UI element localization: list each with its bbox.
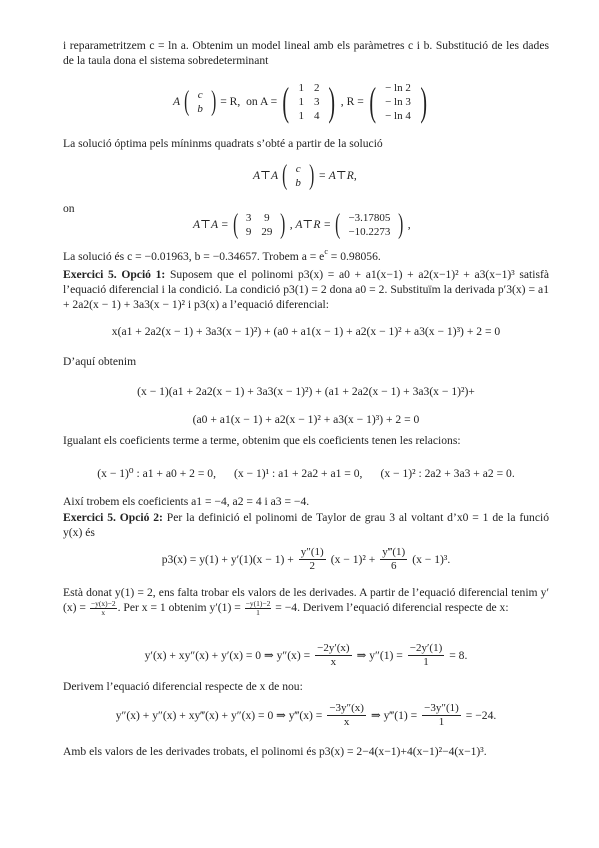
- matrix-AtA: 3 9 9 29: [245, 212, 273, 238]
- normal-values: A⊤A = ( 3 9 9 29 ) , A⊤R = ( −3.17805 −10.2273 ) ,: [193, 209, 411, 240]
- final-polynomial-text: Amb els valors de les derivades trobats, el polinomi és p3(x) = 2−4(x−1)+4(x−1)²−4(x−1)³.: [63, 745, 487, 758]
- igualant-text: Igualant els coeficients terme a terme, obtenim que els coeficients tenen les relacions:: [63, 434, 461, 447]
- taylor-polynomial: p3(x) = y(1) + y′(1)(x − 1) + $\frac{y''(1)}{2}$ (x − 1)² + $\frac{y‴(1)}{6}$ (x − 1)³.: [161, 546, 451, 572]
- system-A: A: [173, 95, 181, 109]
- system-vector: c b: [197, 89, 203, 115]
- solution-text: La solució óptima pels míninms quadrats s’obté a partir de la solució: [63, 137, 383, 150]
- result-text: La solució és c = −0.01963, b = −0.34657. Trobem $a = e^c = 0.98056$.: [63, 247, 381, 263]
- on-text: on: [63, 202, 75, 215]
- ex5-option2-paragraph: Exercici 5. Opció 2: Per la definició el polinomi de Taylor de grau 3 al voltant d’x0 = 1 de la funció y(x) és: [63, 511, 549, 540]
- ex5-eq2a: (x − 1)(a1 + 2a2(x − 1) + 3a3(x − 1)²) + (a1 + 2a2(x − 1) + 3a3(x − 1)²)+: [137, 385, 475, 398]
- ex5-option2-title: Exercici 5. Opció 2:: [63, 511, 163, 524]
- matrix-A: 1 2 1 3 1 4: [298, 82, 320, 122]
- second-derivative-eq: y″(x) + y″(x) + xy‴(x) + y″(x) = 0 ⇒ y‴(x) = $\frac{-3y''(x)}{x}$ ⇒ y‴(1) = $\frac{-3y''(1)}{1}$ = −24.: [115, 702, 497, 728]
- first-derivative-eq: y′(x) + xy″(x) + y′(x) = 0 ⇒ y″(x) = $\frac{-2y'(x)}{x}$ ⇒ y″(1) = $\frac{-2y'(1)}{1}$ = 8.: [144, 642, 468, 668]
- ex5-option1-title: Exercici 5. Opció 1:: [63, 268, 166, 281]
- esta-paragraph: Està donat y(1) = 2, ens falta trobar els valors de les derivades. A partir de l’equació diferencial tenim y′(x) = $\frac{-y(x)-2}{x}$ . Per x = 1 obtenim y′(1) = $\frac{-y(1)-2}{1}$ = −4. Derivem l’equació diferencial respecte de x:: [63, 586, 549, 618]
- normal-equation: A⊤A ( c b ) = A⊤R,: [253, 160, 357, 191]
- vector-AtR: −3.17805 −10.2273: [348, 212, 391, 238]
- intro-paragraph: i reparametritzem c = ln a. Obtenim un model lineal amb els paràmetres c i b. Substitució de les dades de la taula dona el sistema sobredeterminant: [63, 39, 549, 68]
- ex5-option1-paragraph: Exercici 5. Opció 1: Suposem que el polinomi p3(x) = a0 + a1(x−1) + a2(x−1)² + a3(x−1)³ satisfà l’equació diferencial i la condició. La condició p3(1) = 2 dona a0 = 2. Substituïm la derivada p′3(x) = a1 + 2a2(x − 1) + 3a3(x − 1)² i p3(x) a l’equació diferencial:: [63, 268, 550, 312]
- daqui-text: D’aquí obtenim: [63, 355, 137, 368]
- ex5-eq1: x(a1 + 2a2(x − 1) + 3a3(x − 1)²) + (a0 + a1(x − 1) + a2(x − 1)² + a3(x − 1)³) + 2 = 0: [111, 325, 501, 338]
- coefficient-relations: (x − 1)⁰ : a1 + a0 + 2 = 0, (x − 1)¹ : a1 + 2a2 + a1 = 0, (x − 1)² : 2a2 + 3a3 + a2 = 0.: [97, 467, 515, 480]
- overdetermined-system: A ( c b ) = R, on A = ( 1 2 1 3 1 4 ) , R = ( − ln 2 − ln 3 − ln 4 ): [173, 79, 427, 124]
- vector-R: − ln 2 − ln 3 − ln 4: [385, 82, 411, 122]
- derivem-text: Derivem l’equació diferencial respecte de x de nou:: [63, 680, 303, 693]
- ex5-eq2b: (a0 + a1(x − 1) + a2(x − 1)² + a3(x − 1)³) + 2 = 0: [192, 413, 420, 426]
- aixi-text: Així trobem els coeficients a1 = −4, a2 = 4 i a3 = −4.: [63, 495, 310, 508]
- system-eq-label: = R, on A =: [220, 95, 278, 109]
- R-label: , R =: [340, 95, 364, 109]
